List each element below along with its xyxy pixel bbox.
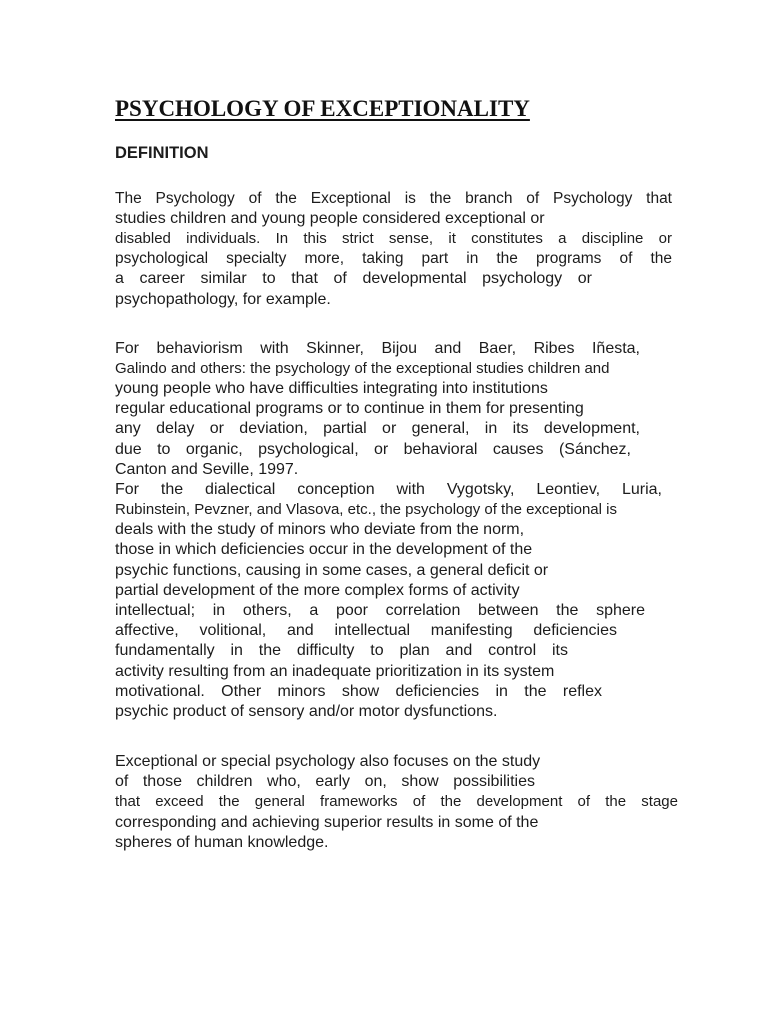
paragraph-line: motivational. Other minors show deficiencies in the reflex: [115, 682, 602, 700]
paragraph-line: Exceptional or special psychology also focuses on the study: [115, 753, 541, 770]
paragraph-line: fundamentally in the difficulty to plan and control its: [115, 642, 568, 660]
paragraph-line: Rubinstein, Pevzner, and Vlasova, etc., the psychology of the exceptional is: [115, 501, 617, 519]
paragraph-line: due to organic, psychological, or behavioral causes (Sánchez,: [115, 440, 631, 458]
paragraph-line: young people who have difficulties integrating into institutions: [115, 379, 548, 397]
paragraph-line: studies children and young people considered exceptional or: [115, 209, 545, 227]
paragraph-line: For the dialectical conception with Vygotsky, Leontiev, Luria,: [115, 480, 662, 498]
document-title-text: PSYCHOLOGY OF EXCEPTIONALITY: [115, 96, 530, 121]
paragraph-line: Canton and Seville, 1997.: [115, 460, 299, 478]
paragraph-line: Galindo and others: the psychology of the exceptional studies children and: [115, 359, 610, 377]
paragraph-line: activity resulting from an inadequate prioritization in its system: [115, 662, 555, 680]
paragraph-1: [115, 189, 672, 310]
paragraph-line: psychic product of sensory and/or motor dysfunctions.: [115, 702, 498, 720]
paragraph-line: affective, volitional, and intellectual manifesting deficiencies: [115, 622, 617, 640]
paragraph-line: those in which deficiencies occur in the development of the: [115, 541, 533, 559]
document-title: [115, 95, 574, 123]
paragraph-2: [115, 339, 684, 723]
paragraph-line: any delay or deviation, partial or general, in its development,: [115, 420, 640, 438]
paragraph-line: psychopathology, for example.: [115, 290, 331, 308]
paragraph-line: regular educational programs or to continue in them for presenting: [115, 400, 584, 418]
paragraph-line: intellectual; in others, a poor correlation between the sphere: [115, 602, 645, 620]
paragraph-line: The Psychology of the Exceptional is the branch of Psychology that: [115, 189, 672, 207]
paragraph-line: deals with the study of minors who deviate from the norm,: [115, 521, 525, 539]
paragraph-line: spheres of human knowledge.: [115, 833, 329, 851]
paragraph-line: psychological specialty more, taking part in the programs of the: [115, 250, 672, 268]
paragraph-line: a career similar to that of developmental psychology or: [115, 270, 592, 288]
section-heading-definition: DEFINITION: [115, 144, 209, 162]
paragraph-line: that exceed the general frameworks of the development of the stage: [115, 793, 678, 811]
paragraph-line: psychic functions, causing in some cases, a general deficit or: [115, 561, 549, 579]
paragraph-3: [115, 752, 678, 853]
paragraph-line: of those children who, early on, show possibilities: [115, 773, 535, 791]
paragraph-line: disabled individuals. In this strict sense, it constitutes a discipline or: [115, 229, 672, 247]
paragraph-line: corresponding and achieving superior results in some of the: [115, 813, 539, 831]
paragraph-line: For behaviorism with Skinner, Bijou and Baer, Ribes Iñesta,: [115, 339, 640, 357]
paragraph-line: partial development of the more complex forms of activity: [115, 581, 520, 599]
